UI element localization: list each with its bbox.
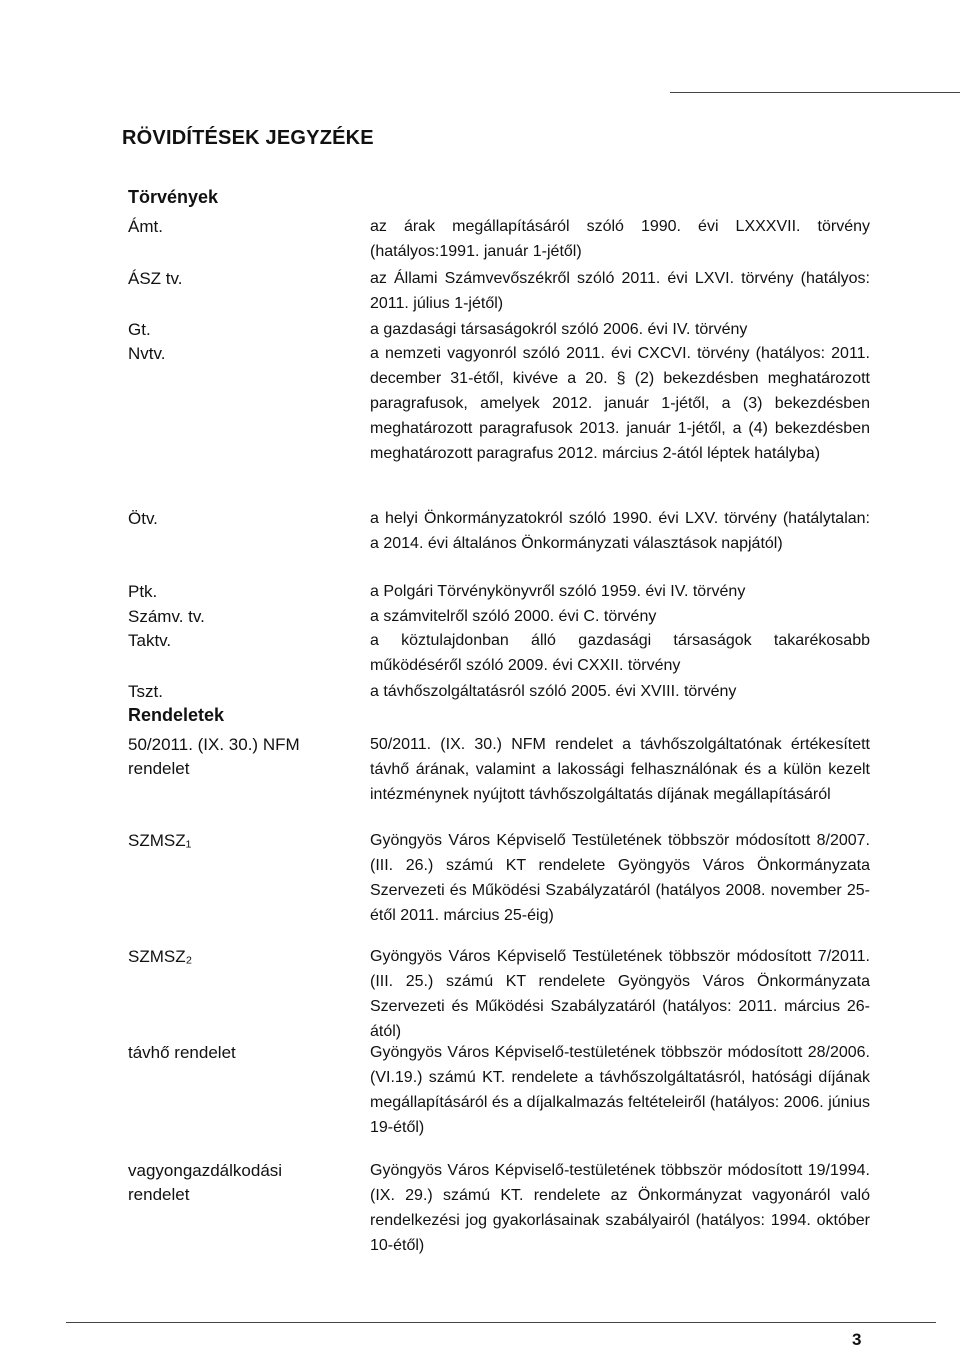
section-heading-laws: Törvények xyxy=(128,187,219,207)
def-szamv: a számvitelről szóló 2000. évi C. törvény xyxy=(370,608,657,625)
def-ptk: a Polgári Törvénykönyvről szóló 1959. évi IV. törvény xyxy=(370,583,746,600)
abbr-szamv: Számv. tv. xyxy=(128,607,205,626)
def-amt: az árak megállapításáról szóló 1990. évi LXXXVII. törvény (hatályos:1991. január 1-jétől) xyxy=(370,218,870,260)
abbr-ptk: Ptk. xyxy=(128,582,158,601)
def-nvtv: a nemzeti vagyonról szóló 2011. évi CXCVI. törvény (hatályos: 2011. december 31-étől, kivéve a 20. § (2) bekezdésben meghatározott paragrafusok, amelyek 2012. január 1-jétől, a (3) bekezdésben meghatározott paragrafusok 2013. január 1-jétől, a (4) bekezdésben meghatározott paragrafus 2012. március 2-ától léptek hatályba) xyxy=(370,345,870,462)
abbr-gt: Gt. xyxy=(128,320,151,339)
section-heading-decrees: Rendeletek xyxy=(128,705,225,725)
def-tavho: Gyöngyös Város Képviselő-testületének többször módosított 28/2006. (VI.19.) számú KT. rendelete a távhőszolgáltatásról, hatósági díjának megállapításáról és a díjalkalmazás feltételeiről (hatályos: 2006. június 19-étől) xyxy=(370,1044,870,1136)
def-vagyon: Gyöngyös Város Képviselő-testületének többször módosított 19/1994. (IX. 29.) számú KT. rendelete az Önkormányzat vagyonáról való rendelkezési jog gyakorlásainak szabályairól (hatályos: 1994. október 10-étől) xyxy=(370,1162,870,1254)
abbr-tszt: Tszt. xyxy=(128,682,163,701)
page-number: 3 xyxy=(852,1330,862,1349)
abbr-vagyon: vagyongazdálkodási rendelet xyxy=(128,1161,283,1204)
def-nfm: 50/2011. (IX. 30.) NFM rendelet a távhőszolgáltatónak értékesített távhő árának, valamint a lakossági felhasználónak és a külön kezelt intézménynek nyújtott távhőszolgáltatás díjának megállapításáról xyxy=(370,736,870,803)
abbr-nfm: 50/2011. (IX. 30.) NFM rendelet xyxy=(128,735,300,778)
abbr-taktv: Taktv. xyxy=(128,631,172,650)
def-taktv: a köztulajdonban álló gazdasági társaságok takarékosabb működéséről szóló 2009. évi CXXII. törvény xyxy=(370,632,870,674)
def-gt: a gazdasági társaságokról szóló 2006. évi IV. törvény xyxy=(370,321,748,338)
page-title: RÖVIDÍTÉSEK JEGYZÉKE xyxy=(122,127,374,149)
abbr-otv: Ötv. xyxy=(128,509,158,528)
abbr-amt: Ámt. xyxy=(128,217,163,236)
def-otv: a helyi Önkormányzatokról szóló 1990. évi LXV. törvény (hatálytalan: a 2014. évi általános Önkormányzati választások napjától) xyxy=(370,510,870,552)
abbr-szmsz1: SZMSZ₁ xyxy=(128,831,192,850)
def-asz: az Állami Számvevőszékről szóló 2011. évi LXVI. törvény (hatályos: 2011. július 1-jétől) xyxy=(370,270,870,312)
abbr-szmsz2: SZMSZ₂ xyxy=(128,947,193,966)
def-szmsz1: Gyöngyös Város Képviselő Testületének többször módosított 8/2007. (III. 26.) számú KT rendelete Gyöngyös Város Önkormányzata Szervezeti és Működési Szabályzatáról (hatályos 2008. november 25-étől 2011. március 25-éig) xyxy=(370,832,870,924)
bottom-rule xyxy=(66,1322,936,1323)
abbr-asz: ÁSZ tv. xyxy=(128,269,183,288)
abbr-tavho: távhő rendelet xyxy=(128,1043,236,1062)
def-szmsz2: Gyöngyös Város Képviselő Testületének többször módosított 7/2011. (III. 25.) számú KT rendelete Gyöngyös Város Önkormányzata Szervezeti és Működési Szabályzatáról (hatályos: 2011. március 26-ától) xyxy=(370,948,870,1040)
def-tszt: a távhőszolgáltatásról szóló 2005. évi XVIII. törvény xyxy=(370,683,737,700)
top-rule xyxy=(670,92,960,93)
abbr-nvtv: Nvtv. xyxy=(128,344,166,363)
